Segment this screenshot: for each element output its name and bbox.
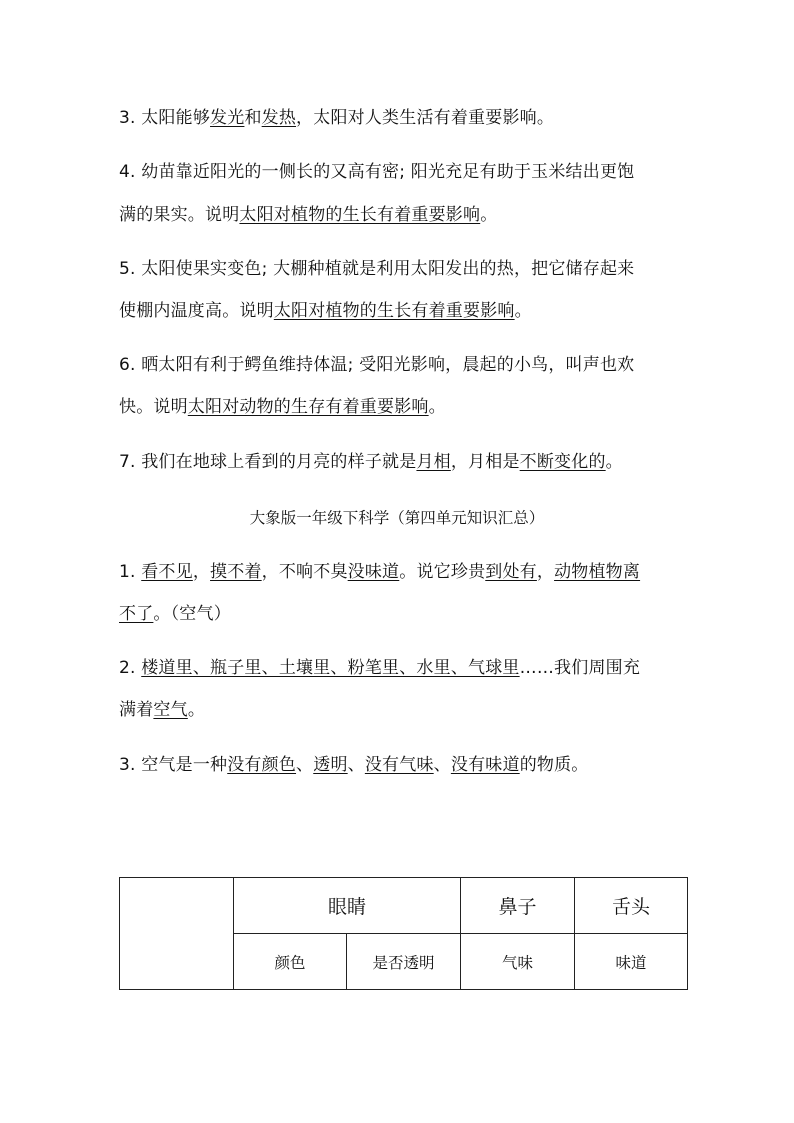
underlined-key-term: 没有味道	[450, 755, 520, 775]
underlined-key-term: 动物植物离	[554, 562, 641, 582]
text-line	[119, 450, 689, 474]
header-nose: 鼻子	[461, 878, 575, 934]
text-line	[119, 353, 689, 377]
header-eyes: 眼睛	[234, 878, 461, 934]
underlined-key-term: 太阳对动物的生存有着重要影响	[187, 397, 429, 417]
underlined-key-term: 太阳对植物的生长有着重要影响	[239, 205, 481, 225]
subheader-color: 颜色	[234, 934, 347, 990]
text-segment: 。说它珍贵	[399, 562, 486, 582]
text-line	[119, 602, 689, 626]
underlined-key-term: 太阳对植物的生长有着重要影响	[273, 301, 515, 321]
text-segment: 满着	[119, 700, 154, 720]
text-line	[119, 698, 689, 722]
underlined-key-term: 到处有	[485, 562, 537, 582]
text-segment: 。	[605, 452, 623, 472]
text-line	[119, 160, 689, 184]
text-line	[119, 299, 689, 323]
text-segment: 5. 太阳使果实变色; 大棚种植就是利用太阳发出的热，把它储存起来	[119, 259, 635, 279]
subheader-transparent: 是否透明	[347, 934, 461, 990]
text-segment: 和	[244, 108, 262, 128]
subheader-taste: 味道	[575, 934, 688, 990]
underlined-key-term: 发光	[210, 108, 245, 128]
subheader-smell: 气味	[461, 934, 575, 990]
text-segment: ，不响不臭	[261, 562, 348, 582]
underlined-key-term: 发热	[261, 108, 297, 128]
text-line	[119, 395, 689, 419]
text-segment: 3. 太阳能够	[119, 108, 211, 128]
text-segment: 、	[296, 755, 314, 775]
text-segment: 、	[433, 755, 451, 775]
text-segment: 。	[428, 397, 446, 417]
text-line	[119, 106, 689, 130]
text-segment: 使棚内温度高。说明	[119, 301, 274, 321]
text-segment: 7. 我们在地球上看到的月亮的样子就是	[119, 452, 417, 472]
underlined-key-term: 楼道里、瓶子里、土壤里、粉笔里、水里、气球里	[141, 658, 520, 678]
underlined-key-term: 空气	[153, 700, 188, 720]
text-segment: 快。说明	[119, 397, 188, 417]
text-line	[119, 656, 689, 680]
text-segment: 1.	[119, 562, 142, 582]
underlined-key-term: 月相	[416, 452, 451, 472]
text-line	[119, 257, 689, 281]
underlined-key-term: 摸不着	[210, 562, 262, 582]
text-segment: 。	[514, 301, 532, 321]
underlined-key-term: 没有气味	[364, 755, 434, 775]
section-title: 大象版一年级下科学（第四单元知识汇总）	[249, 509, 545, 527]
underlined-key-term: 透明	[313, 755, 348, 775]
header-tongue: 舌头	[575, 878, 688, 934]
text-segment: 满的果实。说明	[119, 205, 240, 225]
underlined-key-term: 不断变化的	[519, 452, 606, 472]
underlined-key-term: 看不见	[141, 562, 193, 582]
underlined-key-term: 没味道	[347, 562, 400, 582]
text-segment: 4. 幼苗靠近阳光的一侧长的又高有密; 阳光充足有助于玉米结出更饱	[119, 162, 635, 182]
text-segment: ……我们周围充	[519, 658, 641, 678]
senses-table	[119, 877, 688, 990]
text-segment: 6. 晒太阳有利于鳄鱼维持体温; 受阳光影响，晨起的小鸟，叫声也欢	[119, 355, 635, 375]
text-segment: ，	[192, 562, 211, 582]
text-segment: 。	[187, 700, 206, 720]
underlined-key-term: 没有颜色	[227, 755, 297, 775]
text-segment: ，月相是	[450, 452, 520, 472]
text-line	[119, 753, 689, 777]
text-segment: ，太阳对人类生活有着重要影响。	[296, 108, 555, 128]
table-corner-cell	[120, 878, 234, 990]
text-line	[119, 560, 689, 584]
underlined-key-term: 不了	[119, 604, 154, 624]
text-segment: 2.	[119, 658, 142, 678]
text-segment: 。（空气）	[153, 604, 231, 624]
text-segment: 的物质。	[519, 755, 589, 775]
text-segment: 3. 空气是一种	[119, 755, 228, 775]
text-segment: 、	[347, 755, 365, 775]
text-segment: 。	[480, 205, 498, 225]
text-segment: ，	[536, 562, 555, 582]
text-line	[119, 203, 689, 227]
